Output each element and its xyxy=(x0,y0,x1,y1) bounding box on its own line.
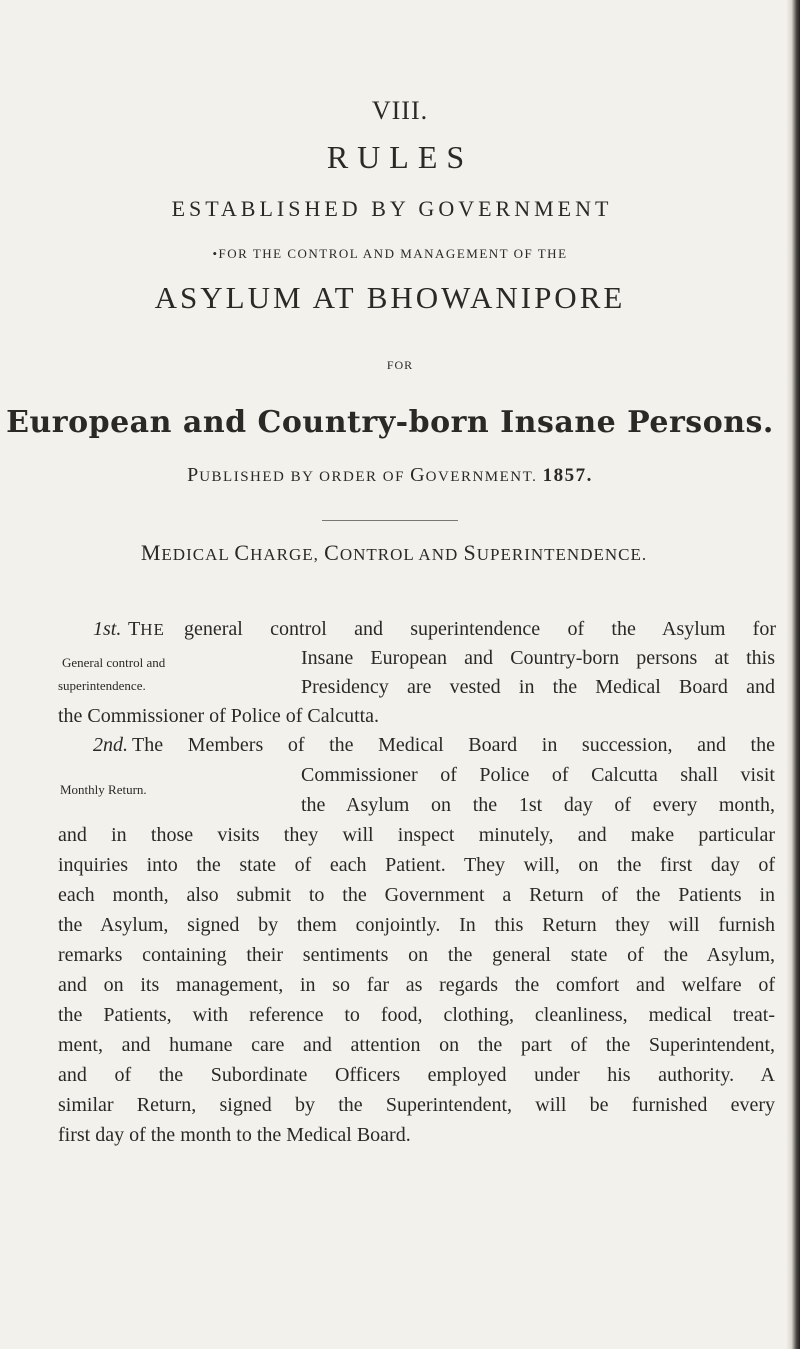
page-number: VIII. xyxy=(371,96,429,125)
rule-1-line-4: the Commissioner of Police of Calcutta. xyxy=(58,705,380,727)
rule-2-number xyxy=(93,734,128,757)
section-cap-3: C xyxy=(324,540,340,565)
asylum-heading: ASYLUM AT BHOWANIPORE xyxy=(154,280,626,315)
government-initial: G xyxy=(410,464,426,486)
rule-1-line-2: Insane European and Country-born persons at this xyxy=(301,647,775,669)
section-word-3: ONTROL AND xyxy=(339,545,464,564)
section-cap-2: C xyxy=(234,540,251,565)
rule-2-line-6: each month, also submit to the Government a Return of the Patients in xyxy=(58,884,775,906)
divider-rule xyxy=(322,520,458,521)
section-cap-1: M xyxy=(140,540,162,565)
margin-note-superintendence: superintendence. xyxy=(58,678,146,693)
for-label: FOR xyxy=(386,358,414,372)
section-word-4: UPERINTENDENCE. xyxy=(476,545,648,564)
purpose-line xyxy=(0,246,790,262)
rule-2-line-13: similar Return, signed by the Superintendent, will be furnished every xyxy=(58,1094,775,1116)
rule-2-line-7: the Asylum, signed by them conjointly. In this Return they will furnish xyxy=(58,914,775,936)
rule-1-line-3: Presidency are vested in the Medical Board and xyxy=(301,676,775,698)
rule-2-line-1: The Members of the Medical Board in succession, and the xyxy=(132,734,775,756)
rule-2-line-5: inquiries into the state of each Patient. They will, on the first day of xyxy=(58,854,775,876)
rule-2-ordinal: 2nd. xyxy=(93,734,128,756)
bullet-dot: • xyxy=(212,246,219,261)
section-word-2: HARGE, xyxy=(250,545,325,564)
government-text: OVERNMENT. xyxy=(425,469,538,485)
rule-2-line-11: ment, and humane care and attention on the part of the Superintendent, xyxy=(58,1034,775,1056)
published-line xyxy=(0,464,790,487)
rule-2-line-4: and in those visits they will inspect minutely, and make particular xyxy=(58,824,775,846)
document-subtitle: ESTABLISHED BY GOVERNMENT xyxy=(171,196,613,221)
rule-1-lead xyxy=(128,618,165,641)
rule-1-the-cap: T xyxy=(128,618,141,640)
section-cap-4: S xyxy=(463,540,477,565)
rule-1-ordinal: 1st. xyxy=(93,618,122,640)
published-text: UBLISHED BY ORDER OF xyxy=(199,469,411,485)
margin-note-monthly-return: Monthly Return. xyxy=(60,782,147,797)
purpose-text: FOR THE CONTROL AND MANAGEMENT OF THE xyxy=(218,246,568,261)
rule-2-line-3: the Asylum on the 1st day of every month, xyxy=(301,794,775,816)
section-word-1: EDICAL xyxy=(161,545,235,564)
rule-1-number xyxy=(93,618,121,641)
rule-2-line-12: and of the Subordinate Officers employed under his authority. A xyxy=(58,1064,775,1086)
rule-2-line-10: the Patients, with reference to food, clothing, cleanliness, medical treat- xyxy=(58,1004,775,1026)
rule-2-line-14: first day of the month to the Medical Board. xyxy=(58,1124,411,1146)
rule-2-line-8: remarks containing their sentiments on the general state of the Asylum, xyxy=(58,944,775,966)
rule-2-line-9: and on its management, in so far as regards the comfort and welfare of xyxy=(58,974,775,996)
margin-note-general-control: General control and xyxy=(62,655,166,670)
persons-heading: European and Country-born Insane Persons. xyxy=(6,405,774,440)
rule-1-line-1: general control and superintendence of the Asylum for xyxy=(184,618,776,640)
rule-2-line-2: Commissioner of Police of Calcutta shall visit xyxy=(301,764,775,786)
section-heading xyxy=(0,540,794,566)
document-title: RULES xyxy=(326,139,474,175)
publication-year: 1857. xyxy=(542,465,593,486)
published-initial: P xyxy=(187,464,200,486)
rule-1-the-rest: HE xyxy=(140,620,165,639)
